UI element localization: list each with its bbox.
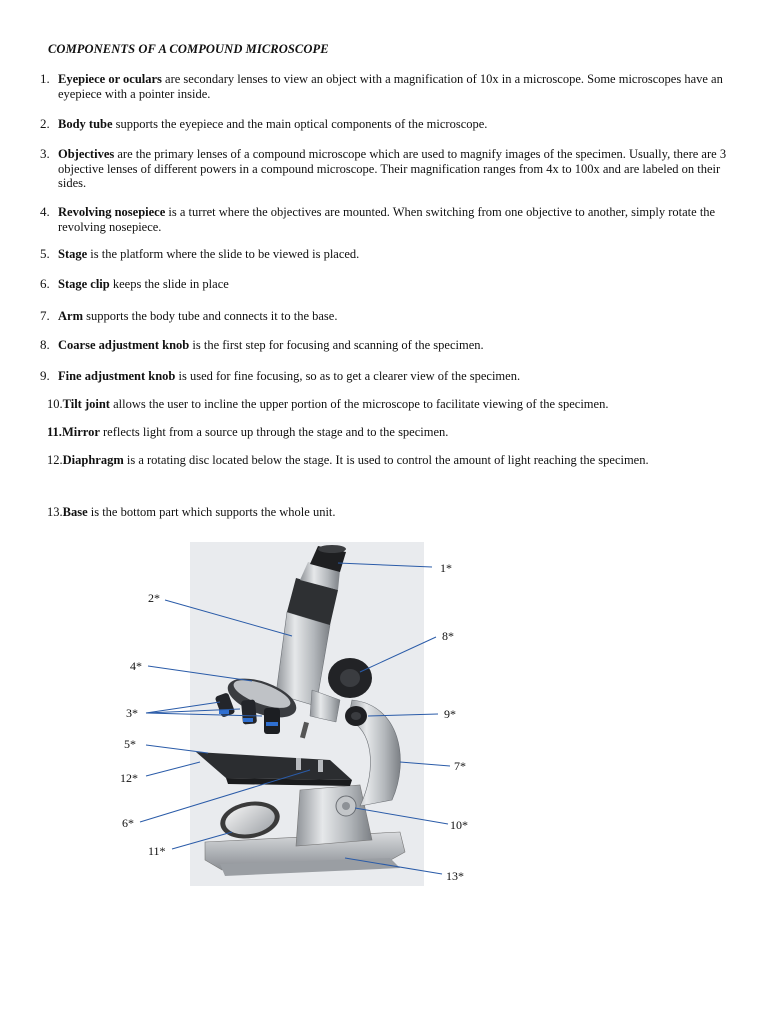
item-text: are secondary lenses to view an object with a magnification of 10x in a microscope. Some microscopes have an eyepiece with a pointer inside.	[58, 72, 723, 101]
list-item-tilt-joint	[47, 397, 737, 412]
figure-label-10: 10*	[450, 818, 468, 832]
item-number: 5.	[40, 246, 50, 261]
item-term: Base	[62, 505, 88, 519]
item-term: Objectives	[58, 147, 115, 161]
list-item-nosepiece	[40, 204, 730, 234]
item-term: Mirror	[61, 425, 100, 439]
item-number: 8.	[40, 337, 50, 352]
pillar-shape	[296, 785, 372, 846]
item-term: Body tube	[58, 117, 113, 131]
list-item-mirror	[47, 425, 737, 440]
figure-label-13: 13*	[446, 869, 464, 883]
list-item-diaphragm	[47, 453, 737, 468]
item-text: supports the body tube and connects it to the base.	[83, 309, 338, 323]
item-text: are the primary lenses of a compound microscope which are used to magnify images of the specimen. Usually, there are 3 objective lenses of different powers in a compound microscope. Their magnification ranges from 4x to 100x and are labeled on their sides.	[58, 147, 727, 190]
figure-label-2: 2*	[148, 591, 160, 605]
list-item-base	[47, 505, 737, 520]
stage-clip-shape	[296, 758, 301, 770]
figure-label-6: 6*	[122, 816, 134, 830]
item-number: 2.	[40, 116, 50, 131]
item-term: Stage clip	[58, 277, 110, 291]
item-text: supports the eyepiece and the main optical components of the microscope.	[112, 117, 488, 131]
list-item-body-tube	[40, 117, 730, 132]
figure-label-4: 4*	[130, 659, 142, 673]
item-number: 6.	[40, 276, 50, 291]
list-item-eyepiece	[40, 71, 730, 101]
item-text: keeps the slide in place	[109, 277, 229, 291]
item-term: Diaphragm	[62, 453, 124, 467]
item-number: 10.	[47, 397, 63, 411]
figure-label-9: 9*	[444, 707, 456, 721]
item-term: Stage	[58, 247, 88, 261]
item-term: Coarse adjustment knob	[58, 338, 190, 352]
list-item-objectives	[40, 146, 730, 190]
list-item-stage-clip	[40, 277, 730, 292]
figure-label-3: 3*	[126, 706, 138, 720]
list-item-stage	[40, 247, 730, 262]
item-text: is the platform where the slide to be viewed is placed.	[87, 247, 360, 261]
document-title: COMPONENTS OF A COMPOUND MICROSCOPE	[48, 42, 329, 56]
item-number: 13.	[47, 505, 63, 519]
item-term: Tilt joint	[62, 397, 110, 411]
item-number: 9.	[40, 368, 50, 383]
list-item-coarse-knob	[40, 338, 730, 353]
figure-label-11: 11*	[148, 844, 166, 858]
item-number: 12.	[47, 453, 63, 467]
item-term: Eyepiece or oculars	[58, 72, 162, 86]
item-number: 7.	[40, 308, 50, 323]
figure-label-1: 1*	[440, 561, 452, 575]
item-text: is the first step for focusing and scanning of the specimen.	[189, 338, 484, 352]
item-text: allows the user to incline the upper portion of the microscope to facilitate viewing of the specimen.	[109, 397, 609, 411]
item-term: Fine adjustment knob	[58, 369, 176, 383]
item-text: is used for fine focusing, so as to get a clearer view of the specimen.	[175, 369, 521, 383]
item-term: Arm	[58, 309, 83, 323]
item-text: is the bottom part which supports the whole unit.	[87, 505, 336, 519]
item-term: Revolving nosepiece	[58, 205, 166, 219]
item-number: 3.	[40, 146, 50, 161]
item-number: 4.	[40, 204, 50, 219]
item-number: 1.	[40, 71, 50, 86]
item-text: is a turret where the objectives are mounted. When switching from one objective to another, simply rotate the revolving nosepiece.	[58, 205, 716, 234]
item-text: is a rotating disc located below the stage. It is used to control the amount of light reaching the specimen.	[123, 453, 649, 467]
microscope-figure	[120, 540, 490, 890]
list-item-fine-knob	[40, 369, 730, 384]
item-text: reflects light from a source up through the stage and to the specimen.	[99, 425, 449, 439]
figure-label-5: 5*	[124, 737, 136, 751]
figure-label-12: 12*	[120, 771, 138, 785]
list-item-arm	[40, 309, 730, 324]
figure-label-7: 7*	[454, 759, 466, 773]
figure-label-8: 8*	[442, 629, 454, 643]
item-number: 11.	[47, 425, 62, 439]
